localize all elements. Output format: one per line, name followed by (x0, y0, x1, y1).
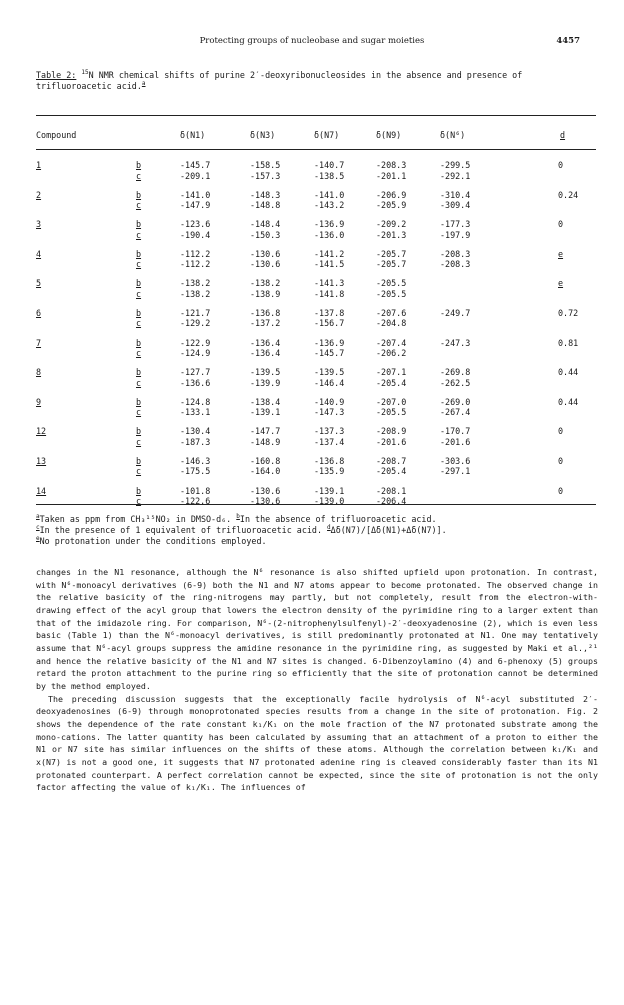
value-n1-b: -112.2 (180, 248, 211, 259)
value-n1-c: -138.2 (180, 288, 211, 299)
condition-c: c (136, 259, 142, 270)
compound-number: 8 (36, 367, 42, 378)
value-n3-c: -137.2 (250, 318, 281, 329)
table-top-rule (36, 115, 596, 116)
compound-number: 5 (36, 278, 42, 289)
value-n3-c: -148.8 (250, 200, 281, 211)
table-row (36, 397, 596, 419)
cell-n7 (314, 397, 344, 418)
table-row (36, 219, 596, 241)
condition-b: b (136, 248, 142, 259)
value-n7-b: -137.3 (314, 426, 345, 437)
condition-b: b (136, 426, 142, 437)
cell-n7 (314, 426, 344, 447)
cell-n9 (376, 308, 406, 329)
value-n1-b: -101.8 (180, 485, 211, 496)
condition-labels (136, 278, 141, 299)
value-n6-b: -269.8 (440, 367, 471, 378)
value-n9-b: -206.9 (376, 189, 407, 200)
cell-n7 (314, 338, 344, 359)
value-n3-c: -148.9 (250, 436, 281, 447)
value-n9-c: -201.6 (376, 436, 407, 447)
cell-n3 (250, 367, 280, 388)
value-n7-c: -141.5 (314, 259, 345, 270)
cell-n1 (180, 160, 210, 181)
value-n9-c: -205.7 (376, 259, 407, 270)
value-n6-c: -201.6 (440, 436, 471, 447)
value-n9-c: -205.4 (376, 466, 407, 477)
value-n7-b: -137.8 (314, 307, 345, 318)
condition-b: b (136, 307, 142, 318)
table-row (36, 278, 596, 300)
value-n9-b: -207.0 (376, 396, 407, 407)
value-n3-b: -138.2 (250, 278, 281, 289)
cell-n7 (314, 456, 344, 477)
cell-n1 (180, 338, 210, 359)
col-header-n7: δ(N7) (314, 130, 340, 140)
value-n9-c: -206.4 (376, 496, 407, 507)
value-n9-c: -205.5 (376, 288, 407, 299)
compound-number: 6 (36, 307, 42, 318)
value-n7-b: -139.1 (314, 485, 345, 496)
cell-d: 0.24 (558, 189, 579, 200)
running-header (0, 36, 624, 52)
value-n3-b: -130.6 (250, 485, 281, 496)
cell-d: 0.44 (558, 367, 579, 378)
value-n6-c: -297.1 (440, 466, 471, 477)
col-header-d: d (560, 130, 566, 140)
value-n1-c: -133.1 (180, 407, 211, 418)
footnote-line-3 (36, 536, 596, 547)
condition-c: c (136, 407, 142, 418)
footnote-b-mark: b (236, 513, 240, 521)
condition-b: b (136, 485, 142, 496)
value-n3-c: -164.0 (250, 466, 281, 477)
value-n1-b: -146.3 (180, 455, 211, 466)
cell-n6 (440, 160, 470, 181)
value-n6-c: -309.4 (440, 200, 471, 211)
cell-n6 (440, 219, 470, 240)
value-n1-c: -147.9 (180, 200, 211, 211)
condition-labels (136, 219, 141, 240)
table-row (36, 249, 596, 271)
value-n7-c: -136.0 (314, 229, 345, 240)
value-n6-b: -299.5 (440, 160, 471, 170)
cell-d: 0 (558, 455, 564, 466)
value-n1-b: -127.7 (180, 367, 211, 378)
cell-n3 (250, 278, 280, 299)
cell-n9 (376, 456, 406, 477)
cell-n3 (250, 160, 280, 181)
value-n7-b: -139.5 (314, 367, 345, 378)
value-n9-b: -207.1 (376, 367, 407, 378)
value-n3-c: -157.3 (250, 170, 281, 181)
value-n3-b: -136.4 (250, 337, 281, 348)
value-n9-b: -205.5 (376, 278, 407, 289)
page-number: 4457 (556, 36, 580, 46)
value-n6-b (440, 278, 445, 289)
footnote-c: In the presence of 1 equivalent of trifluoroacetic acid. (39, 525, 322, 535)
value-n7-b: -136.8 (314, 455, 345, 466)
cell-n7 (314, 308, 344, 329)
footnote-line-2 (36, 525, 596, 536)
value-n7-c: -143.2 (314, 200, 345, 211)
value-n9-b: -208.7 (376, 455, 407, 466)
value-n6-c: -208.3 (440, 259, 471, 270)
compound-number: 4 (36, 248, 42, 259)
value-n1-c: -124.9 (180, 348, 211, 359)
cell-n1 (180, 397, 210, 418)
value-n3-b: -130.6 (250, 248, 281, 259)
cell-n7 (314, 278, 344, 299)
value-n9-c: -205.4 (376, 377, 407, 388)
condition-labels (136, 367, 141, 388)
value-n1-b: -145.7 (180, 160, 211, 170)
value-n1-c: -175.5 (180, 466, 211, 477)
condition-labels (136, 456, 141, 477)
value-n3-c: -130.6 (250, 259, 281, 270)
cell-n6 (440, 397, 470, 418)
cell-n6 (440, 278, 445, 299)
cell-d: e (558, 248, 564, 259)
paragraph-1: changes in the N1 resonance, although the N⁶ resonance is also shifted upfield upon protonation. In contrast, with N⁶-monoacyl derivatives (6-9) both the N1 and N7 atoms appear to become protonated. The observed change in the relative basicity of the ring-nitrogens may partly, but not completely, result from the electron-with-drawing effect of the acyl group that lowers the electron density of the pyrimidine ring to a larger extent than that of the imidazole ring. For comparison, N⁶-(2-nitrophenylsulfenyl)-2′-deoxyadenosine (2), which is even less basic (Table 1) than the N⁶-monoacyl derivatives, is still predominantly protonated at N1. One may tentatively assume that N⁶-acyl groups suppress the amidine resonance in the pyrimidine ring, as suggested by Maki et al.,²¹ and hence the relative basicity of the N1 and N7 sites is changed. 6-Dibenzoylamino (4) and 6-phenoxy (5) groups retard the proton attachment to the purine ring so efficiently that the site of protonation cannot be determined by the method employed. (36, 567, 598, 691)
cell-n7 (314, 219, 344, 240)
compound-number: 13 (36, 455, 47, 466)
value-n7-c: -137.4 (314, 436, 345, 447)
footnote-a: Taken as ppm from CH₃¹⁵NO₂ in DMSO-d₆. (39, 514, 232, 524)
value-n6-c (440, 289, 445, 300)
compound-number: 9 (36, 396, 42, 407)
condition-c: c (136, 288, 142, 299)
value-n9-b: -209.2 (376, 219, 407, 230)
footnote-c-mark: c (36, 524, 40, 532)
value-n7-b: -140.9 (314, 396, 345, 407)
caption-isotope: 15 (81, 69, 89, 77)
condition-c: c (136, 170, 142, 181)
col-header-compound: Compound (36, 130, 77, 140)
value-n1-c: -209.1 (180, 170, 211, 181)
caption-footnote-mark: a (141, 80, 146, 88)
value-n3-c: -138.9 (250, 288, 281, 299)
condition-c: c (136, 200, 142, 211)
table-row (36, 160, 596, 182)
table-row (36, 190, 596, 212)
table-row (36, 456, 596, 478)
compound-number: 14 (36, 485, 47, 496)
table-bottom-rule (36, 504, 596, 505)
value-n9-b: -208.9 (376, 426, 407, 437)
cell-n1 (180, 219, 210, 240)
value-n6-b: -177.3 (440, 219, 471, 230)
value-n1-c: -129.2 (180, 318, 211, 329)
cell-n7 (314, 160, 344, 181)
value-n7-c: -135.9 (314, 466, 345, 477)
cell-n3 (250, 219, 280, 240)
condition-b: b (136, 219, 142, 230)
cell-d: 0.44 (558, 396, 579, 407)
condition-c: c (136, 496, 142, 507)
cell-n6 (440, 426, 470, 447)
col-header-n9: δ(N9) (376, 130, 402, 140)
cell-n3 (250, 190, 280, 211)
condition-labels (136, 160, 141, 181)
paragraph-2: The preceding discussion suggests that the exceptionally facile hydrolysis of N⁶-acyl substituted 2′-deoxyadenosines (6-9) through monoprotonated species results from a change in the site of protonation. Fig. 2 shows the dependence of the rate constant k₁/K₁ on the mole fraction of the N7 protonated substrate among the mono-cations. The latter quantity has been calculated by assuming that an attachment of a proton to either the N1 or N7 site has similar influences on the shifts of these atoms. Although the correlation between k₁/K₁ and x(N7) is not a good one, it suggests that N7 protonated adenine ring is cleaved considerably faster than its N1 protonated counterpart. A perfect correlation cannot be expected, since the site of protonation is not the only factor affecting the value of k₁/K₁. The influences of (36, 693, 598, 793)
value-n3-b: -147.7 (250, 426, 281, 437)
value-n9-b: -208.1 (376, 485, 407, 496)
value-n7-b: -140.7 (314, 160, 345, 170)
value-n3-b: -139.5 (250, 367, 281, 378)
cell-n6 (440, 249, 470, 270)
cell-n6 (440, 367, 470, 388)
value-n9-c: -201.1 (376, 170, 407, 181)
condition-labels (136, 249, 141, 270)
value-n7-b: -141.0 (314, 189, 345, 200)
cell-n1 (180, 367, 210, 388)
value-n9-b: -208.3 (376, 160, 407, 170)
cell-n1 (180, 278, 210, 299)
cell-n3 (250, 249, 280, 270)
cell-d: 0.72 (558, 307, 579, 318)
footnote-d: Δδ(N7)/[Δδ(N1)+Δδ(N7)]. (330, 525, 447, 535)
value-n6-b: -269.0 (440, 396, 471, 407)
value-n3-b: -148.4 (250, 219, 281, 230)
condition-b: b (136, 337, 142, 348)
value-n1-c: -190.4 (180, 229, 211, 240)
value-n9-b: -207.6 (376, 307, 407, 318)
cell-n9 (376, 367, 406, 388)
cell-n7 (314, 190, 344, 211)
condition-c: c (136, 466, 142, 477)
value-n3-c: -139.9 (250, 377, 281, 388)
table-row (36, 426, 596, 448)
value-n6-c: -197.9 (440, 229, 471, 240)
value-n3-c: -130.6 (250, 496, 281, 507)
cell-d: 0.81 (558, 337, 579, 348)
value-n7-c: -139.0 (314, 496, 345, 507)
condition-b: b (136, 278, 142, 289)
cell-n9 (376, 190, 406, 211)
value-n7-b: -141.2 (314, 248, 345, 259)
value-n7-b: -141.3 (314, 278, 345, 289)
cell-d: 0 (558, 160, 564, 170)
condition-c: c (136, 318, 142, 329)
condition-c: c (136, 436, 142, 447)
condition-b: b (136, 367, 142, 378)
value-n1-c: -112.2 (180, 259, 211, 270)
condition-c: c (136, 377, 142, 388)
value-n1-c: -122.6 (180, 496, 211, 507)
cell-n7 (314, 249, 344, 270)
value-n1-b: -123.6 (180, 219, 211, 230)
value-n7-b: -136.9 (314, 337, 345, 348)
footnote-d-mark: d (327, 524, 331, 532)
cell-n9 (376, 249, 406, 270)
table-header-rule (36, 149, 596, 150)
cell-d: 0 (558, 485, 564, 496)
footnote-b: In the absence of trifluoroacetic acid. (239, 514, 437, 524)
cell-n1 (180, 308, 210, 329)
condition-labels (136, 338, 141, 359)
cell-d: 0 (558, 426, 564, 437)
value-n7-b: -136.9 (314, 219, 345, 230)
condition-labels (136, 308, 141, 329)
value-n1-c: -136.6 (180, 377, 211, 388)
cell-n7 (314, 367, 344, 388)
table-row (36, 367, 596, 389)
cell-n1 (180, 249, 210, 270)
value-n6-b (440, 486, 445, 497)
footnote-e-mark: e (36, 535, 40, 543)
value-n6-b: -208.3 (440, 248, 471, 259)
cell-n3 (250, 308, 280, 329)
value-n7-c: -145.7 (314, 348, 345, 359)
value-n1-b: -122.9 (180, 337, 211, 348)
footnote-line-1 (36, 514, 596, 525)
value-n7-c: -146.4 (314, 377, 345, 388)
value-n6-c: -267.4 (440, 407, 471, 418)
footnote-a-mark: a (36, 513, 40, 521)
cell-n1 (180, 190, 210, 211)
col-header-n1: δ(N1) (180, 130, 206, 140)
value-n6-c (440, 348, 470, 359)
value-n7-c: -147.3 (314, 407, 345, 418)
cell-n6 (440, 190, 470, 211)
value-n6-b: -303.6 (440, 455, 471, 466)
cell-n6 (440, 456, 470, 477)
cell-n9 (376, 397, 406, 418)
cell-d: 0 (558, 219, 564, 230)
cell-d: e (558, 278, 564, 289)
condition-c: c (136, 229, 142, 240)
value-n9-c: -204.8 (376, 318, 407, 329)
condition-b: b (136, 189, 142, 200)
value-n3-b: -158.5 (250, 160, 281, 170)
value-n6-b: -310.4 (440, 189, 471, 200)
cell-n6 (440, 308, 470, 329)
cell-n9 (376, 160, 406, 181)
value-n7-c: -138.5 (314, 170, 345, 181)
value-n6-b: -170.7 (440, 426, 471, 437)
cell-n9 (376, 278, 406, 299)
value-n9-c: -205.9 (376, 200, 407, 211)
cell-n3 (250, 397, 280, 418)
value-n1-b: -124.8 (180, 396, 211, 407)
compound-number: 2 (36, 189, 42, 200)
col-header-n3: δ(N3) (250, 130, 276, 140)
condition-b: b (136, 396, 142, 407)
table-caption (36, 70, 596, 92)
value-n3-b: -138.4 (250, 396, 281, 407)
condition-labels (136, 397, 141, 418)
cell-n3 (250, 426, 280, 447)
table-caption-text: N NMR chemical shifts of purine 2′-deoxyribonucleosides in the absence and presence of trifluoroacetic acid. (36, 70, 523, 91)
col-header-n6: δ(N⁶) (440, 130, 466, 140)
running-title: Protecting groups of nucleobase and sugar moieties (199, 36, 425, 46)
cell-n9 (376, 426, 406, 447)
value-n9-c: -201.3 (376, 229, 407, 240)
value-n1-c: -187.3 (180, 436, 211, 447)
value-n9-b: -207.4 (376, 337, 407, 348)
body-text (36, 566, 598, 794)
value-n1-b: -138.2 (180, 278, 211, 289)
value-n3-c: -139.1 (250, 407, 281, 418)
value-n6-b: -249.7 (440, 307, 471, 318)
table-label: Table 2: (36, 70, 77, 80)
compound-number: 1 (36, 160, 42, 170)
value-n9-c: -206.2 (376, 348, 407, 359)
table-row (36, 338, 596, 360)
compound-number: 3 (36, 219, 42, 230)
value-n6-c: -262.5 (440, 377, 471, 388)
value-n1-b: -130.4 (180, 426, 211, 437)
value-n7-c: -141.8 (314, 288, 345, 299)
value-n9-b: -205.7 (376, 248, 407, 259)
condition-b: b (136, 160, 142, 170)
value-n6-c: -292.1 (440, 170, 471, 181)
cell-n3 (250, 338, 280, 359)
value-n3-b: -160.8 (250, 455, 281, 466)
cell-n9 (376, 219, 406, 240)
condition-b: b (136, 455, 142, 466)
value-n3-b: -136.8 (250, 307, 281, 318)
value-n6-c (440, 318, 470, 329)
table-body (36, 160, 596, 515)
cell-n6 (440, 338, 470, 359)
value-n3-b: -148.3 (250, 189, 281, 200)
footnote-e: No protonation under the conditions employed. (39, 536, 267, 546)
value-n9-c: -205.5 (376, 407, 407, 418)
value-n3-c: -136.4 (250, 348, 281, 359)
value-n6-b: -247.3 (440, 337, 471, 348)
cell-n3 (250, 456, 280, 477)
compound-number: 7 (36, 337, 42, 348)
value-n1-b: -121.7 (180, 307, 211, 318)
cell-n9 (376, 338, 406, 359)
condition-c: c (136, 348, 142, 359)
table-footnotes (36, 514, 596, 547)
compound-number: 12 (36, 426, 47, 437)
condition-labels (136, 426, 141, 447)
value-n7-c: -156.7 (314, 318, 345, 329)
cell-n1 (180, 456, 210, 477)
table-row (36, 308, 596, 330)
value-n1-b: -141.0 (180, 189, 211, 200)
condition-labels (136, 190, 141, 211)
cell-n1 (180, 426, 210, 447)
value-n3-c: -150.3 (250, 229, 281, 240)
